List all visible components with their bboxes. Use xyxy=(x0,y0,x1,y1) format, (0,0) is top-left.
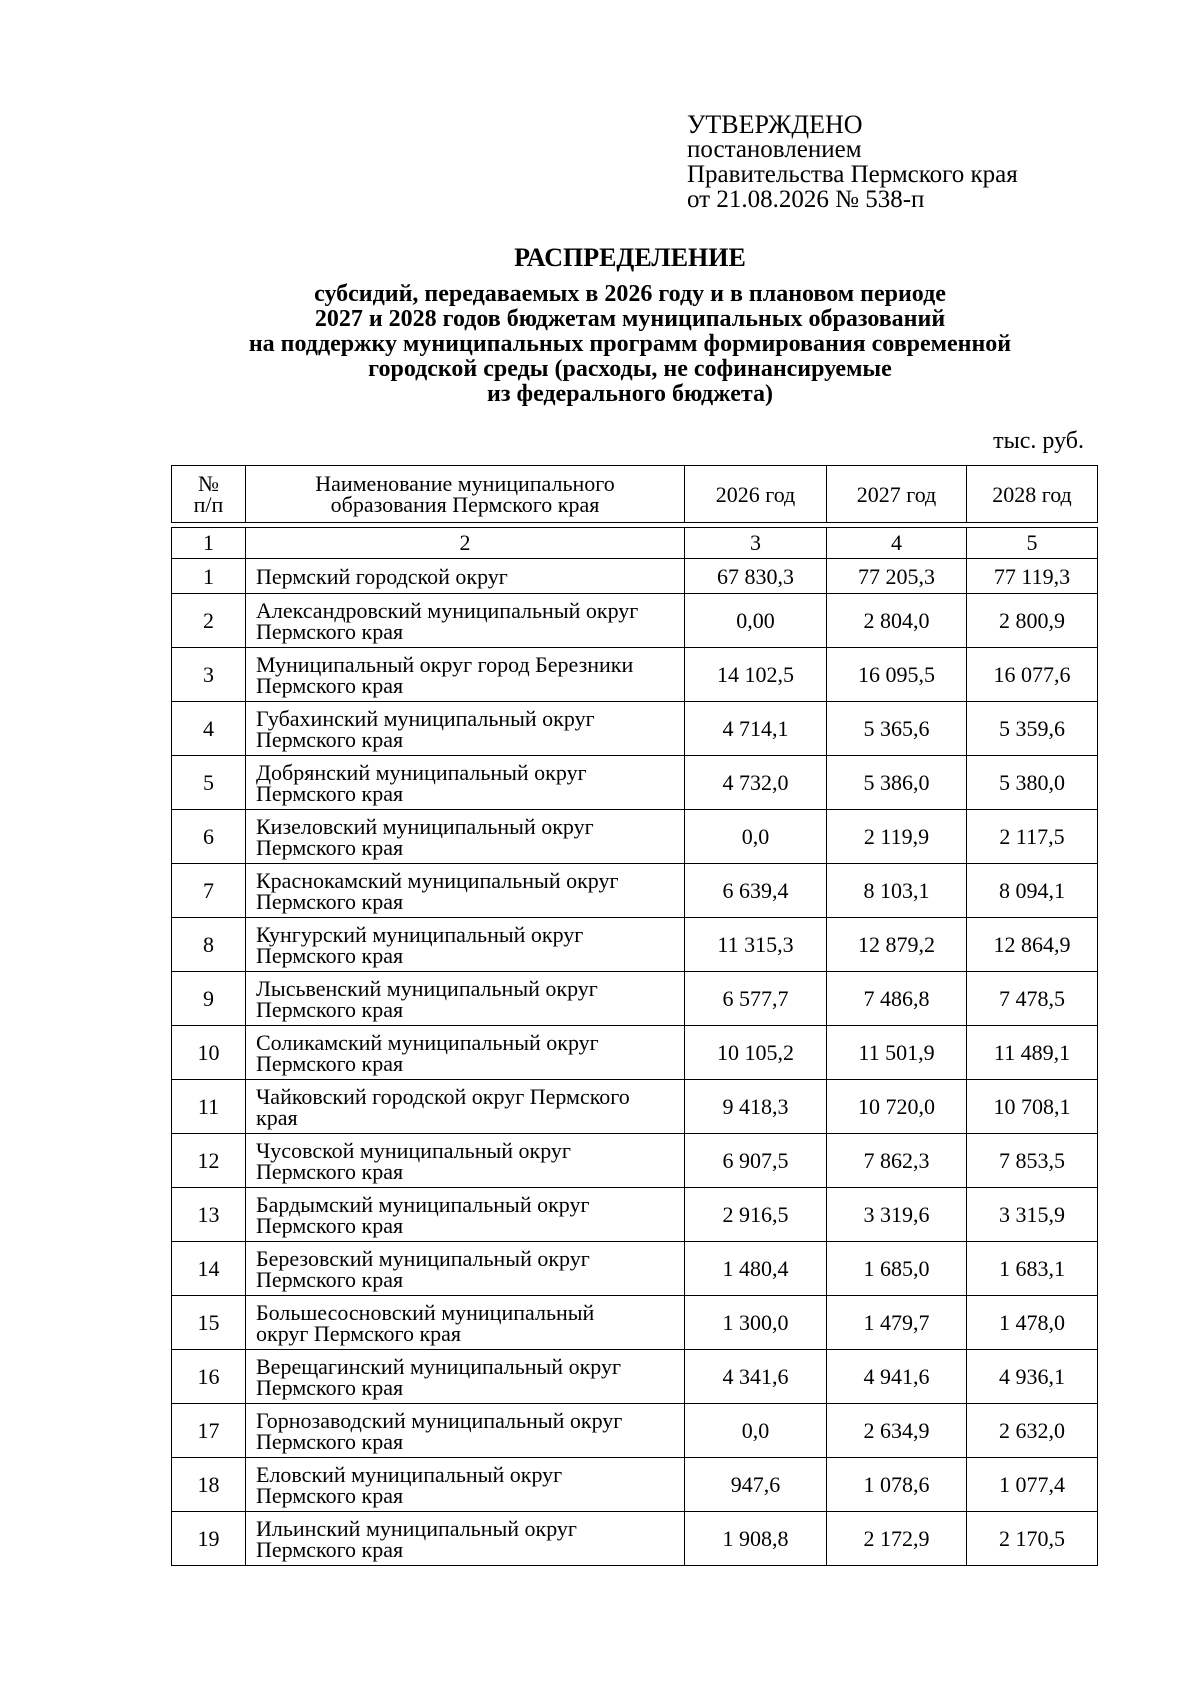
municipality-name xyxy=(246,1026,685,1080)
value-2026: 11 315,3 xyxy=(685,918,827,972)
value-2027: 1 479,7 xyxy=(827,1296,967,1350)
value-2027: 3 319,6 xyxy=(827,1188,967,1242)
value-2027: 5 386,0 xyxy=(827,756,967,810)
subtitle-line: из федерального бюджета) xyxy=(487,381,773,407)
table-row xyxy=(172,1242,1098,1296)
table-row xyxy=(172,702,1098,756)
municipality-name xyxy=(246,972,685,1026)
table-row xyxy=(172,559,1098,594)
value-2028: 5 359,6 xyxy=(967,702,1098,756)
municipality-name-line: Кунгурский муниципальный округ xyxy=(256,921,584,947)
approval-date-number: от 21.08.2026 № 538-п xyxy=(687,186,925,213)
value-2026: 1 300,0 xyxy=(685,1296,827,1350)
table-row xyxy=(172,810,1098,864)
municipality-name-line: Пермского края xyxy=(256,1536,404,1562)
municipality-name xyxy=(246,918,685,972)
value-2026: 1 908,8 xyxy=(685,1512,827,1566)
municipality-name-line: Пермского края xyxy=(256,888,404,914)
value-2027: 11 501,9 xyxy=(827,1026,967,1080)
document-title: РАСПРЕДЕЛЕНИЕ xyxy=(514,243,746,272)
value-2026: 1 480,4 xyxy=(685,1242,827,1296)
row-number: 8 xyxy=(172,918,246,972)
value-2028: 12 864,9 xyxy=(967,918,1098,972)
value-2028: 3 315,9 xyxy=(967,1188,1098,1242)
value-2028: 1 478,0 xyxy=(967,1296,1098,1350)
row-number: 18 xyxy=(172,1458,246,1512)
approval-stamp xyxy=(687,112,1018,212)
row-number: 6 xyxy=(172,810,246,864)
value-2026: 67 830,3 xyxy=(685,559,827,594)
row-number: 4 xyxy=(172,702,246,756)
row-number: 2 xyxy=(172,594,246,648)
value-2028: 8 094,1 xyxy=(967,864,1098,918)
row-number: 9 xyxy=(172,972,246,1026)
municipality-name-line: Лысьвенский муниципальный округ xyxy=(256,975,598,1001)
value-2028: 7 478,5 xyxy=(967,972,1098,1026)
value-2026: 4 732,0 xyxy=(685,756,827,810)
value-2026: 4 714,1 xyxy=(685,702,827,756)
municipality-name-line: Пермского края xyxy=(256,618,404,644)
row-number: 16 xyxy=(172,1350,246,1404)
value-2026: 0,00 xyxy=(685,594,827,648)
municipality-name xyxy=(246,864,685,918)
municipality-name xyxy=(246,810,685,864)
value-2027: 12 879,2 xyxy=(827,918,967,972)
municipality-name xyxy=(246,1458,685,1512)
row-number: 14 xyxy=(172,1242,246,1296)
municipality-name xyxy=(246,1242,685,1296)
municipality-name-line: Пермского края xyxy=(256,672,404,698)
value-2028: 1 077,4 xyxy=(967,1458,1098,1512)
value-2028: 4 936,1 xyxy=(967,1350,1098,1404)
municipality-name-line: Кизеловский муниципальный округ xyxy=(256,813,594,839)
municipality-name xyxy=(246,1188,685,1242)
municipality-name-line: округ Пермского края xyxy=(256,1320,462,1346)
value-2027: 8 103,1 xyxy=(827,864,967,918)
municipality-name-line: Пермского края xyxy=(256,1482,404,1508)
value-2026: 2 916,5 xyxy=(685,1188,827,1242)
row-number: 7 xyxy=(172,864,246,918)
municipality-name-line: Пермского края xyxy=(256,1266,404,1292)
municipality-name-line: Пермского края xyxy=(256,780,404,806)
value-2027: 77 205,3 xyxy=(827,559,967,594)
approval-line: постановлением xyxy=(687,136,862,163)
column-number: 1 xyxy=(172,528,246,559)
value-2028: 2 632,0 xyxy=(967,1404,1098,1458)
value-2026: 10 105,2 xyxy=(685,1026,827,1080)
table-row xyxy=(172,756,1098,810)
municipality-name-line: Пермского края xyxy=(256,1374,404,1400)
municipality-name-line: Пермского края xyxy=(256,834,404,860)
row-number: 3 xyxy=(172,648,246,702)
municipality-name xyxy=(246,1404,685,1458)
value-2026: 947,6 xyxy=(685,1458,827,1512)
header-name: Наименование муниципального образования Пермского края xyxy=(246,466,685,523)
value-2028: 2 170,5 xyxy=(967,1512,1098,1566)
row-number: 5 xyxy=(172,756,246,810)
approval-line: Правительства Пермского края xyxy=(687,161,1018,188)
value-2027: 2 634,9 xyxy=(827,1404,967,1458)
value-2027: 7 862,3 xyxy=(827,1134,967,1188)
subtitle-line: 2027 и 2028 годов бюджетам муниципальных образований xyxy=(314,306,946,332)
municipality-name-line: Муниципальный округ город Березники xyxy=(256,651,634,677)
municipality-name xyxy=(246,1080,685,1134)
table-row xyxy=(172,1026,1098,1080)
units-label: тыс. руб. xyxy=(993,428,1084,454)
value-2027: 2 119,9 xyxy=(827,810,967,864)
table-row xyxy=(172,918,1098,972)
municipality-name-line: Бардымский муниципальный округ xyxy=(256,1191,590,1217)
municipality-name xyxy=(246,1512,685,1566)
municipality-name-line: Александровский муниципальный округ xyxy=(256,597,639,623)
column-numbers-row xyxy=(172,528,1098,559)
municipality-name-line: Пермского края xyxy=(256,1212,404,1238)
value-2028: 2 800,9 xyxy=(967,594,1098,648)
value-2027: 1 685,0 xyxy=(827,1242,967,1296)
value-2028: 7 853,5 xyxy=(967,1134,1098,1188)
column-number: 5 xyxy=(967,528,1098,559)
municipality-name xyxy=(246,594,685,648)
row-number: 19 xyxy=(172,1512,246,1566)
municipality-name-line: Пермский городской округ xyxy=(256,563,508,589)
table-row xyxy=(172,1458,1098,1512)
value-2027: 7 486,8 xyxy=(827,972,967,1026)
value-2028: 5 380,0 xyxy=(967,756,1098,810)
table-row xyxy=(172,1404,1098,1458)
municipality-name xyxy=(246,756,685,810)
table-row xyxy=(172,972,1098,1026)
table-body xyxy=(172,523,1098,1566)
value-2027: 2 804,0 xyxy=(827,594,967,648)
value-2026: 4 341,6 xyxy=(685,1350,827,1404)
value-2026: 0,0 xyxy=(685,1404,827,1458)
value-2026: 9 418,3 xyxy=(685,1080,827,1134)
value-2027: 5 365,6 xyxy=(827,702,967,756)
table-row xyxy=(172,1350,1098,1404)
value-2027: 10 720,0 xyxy=(827,1080,967,1134)
value-2028: 77 119,3 xyxy=(967,559,1098,594)
value-2026: 6 577,7 xyxy=(685,972,827,1026)
table-row xyxy=(172,594,1098,648)
municipality-name-line: Пермского края xyxy=(256,1428,404,1454)
subtitle-line: субсидий, передаваемых в 2026 году и в плановом периоде xyxy=(314,281,946,307)
value-2028: 16 077,6 xyxy=(967,648,1098,702)
value-2027: 2 172,9 xyxy=(827,1512,967,1566)
municipality-name-line: Еловский муниципальный округ xyxy=(256,1461,563,1487)
municipality-name xyxy=(246,1350,685,1404)
row-number: 12 xyxy=(172,1134,246,1188)
row-number: 15 xyxy=(172,1296,246,1350)
value-2028: 2 117,5 xyxy=(967,810,1098,864)
value-2027: 16 095,5 xyxy=(827,648,967,702)
municipality-name-line: Большесосновский муниципальный xyxy=(256,1299,595,1325)
municipality-name-line: Пермского края xyxy=(256,1158,404,1184)
municipality-name-line: края xyxy=(256,1104,298,1130)
municipality-name-line: Горнозаводский муниципальный округ xyxy=(256,1407,623,1433)
table-row xyxy=(172,648,1098,702)
municipality-name-line: Чайковский городской округ Пермского xyxy=(256,1083,630,1109)
value-2027: 4 941,6 xyxy=(827,1350,967,1404)
value-2027: 1 078,6 xyxy=(827,1458,967,1512)
value-2026: 6 907,5 xyxy=(685,1134,827,1188)
municipality-name-line: Губахинский муниципальный округ xyxy=(256,705,595,731)
municipality-name xyxy=(246,702,685,756)
table-row xyxy=(172,1188,1098,1242)
header-2028: 2028 год xyxy=(967,466,1098,523)
subtitle-line: городской среды (расходы, не софинансируемые xyxy=(368,356,892,382)
approval-heading: УТВЕРЖДЕНО xyxy=(687,110,863,139)
row-number: 10 xyxy=(172,1026,246,1080)
value-2026: 6 639,4 xyxy=(685,864,827,918)
document-subtitle xyxy=(160,282,1100,407)
value-2028: 11 489,1 xyxy=(967,1026,1098,1080)
municipality-name xyxy=(246,1134,685,1188)
municipality-name-line: Чусовской муниципальный округ xyxy=(256,1137,571,1163)
distribution-table xyxy=(171,465,1098,1566)
value-2026: 14 102,5 xyxy=(685,648,827,702)
table-row xyxy=(172,1296,1098,1350)
municipality-name-line: Верещагинский муниципальный округ xyxy=(256,1353,621,1379)
row-number: 1 xyxy=(172,559,246,594)
subtitle-line: на поддержку муниципальных программ формирования современной xyxy=(248,331,1012,357)
municipality-name-line: Ильинский муниципальный округ xyxy=(256,1515,577,1541)
column-number: 4 xyxy=(827,528,967,559)
value-2028: 10 708,1 xyxy=(967,1080,1098,1134)
municipality-name xyxy=(246,559,685,594)
municipality-name-line: Пермского края xyxy=(256,942,404,968)
table-row xyxy=(172,1080,1098,1134)
municipality-name-line: Краснокамский муниципальный округ xyxy=(256,867,619,893)
row-number: 17 xyxy=(172,1404,246,1458)
header-row xyxy=(172,466,1098,523)
table-row xyxy=(172,1512,1098,1566)
table-row xyxy=(172,1134,1098,1188)
value-2026: 0,0 xyxy=(685,810,827,864)
header-number: № п/п xyxy=(172,466,246,523)
row-number: 13 xyxy=(172,1188,246,1242)
municipality-name-line: Пермского края xyxy=(256,996,404,1022)
municipality-name-line: Пермского края xyxy=(256,1050,404,1076)
header-2026: 2026 год xyxy=(685,466,827,523)
municipality-name xyxy=(246,1296,685,1350)
municipality-name-line: Добрянский муниципальный округ xyxy=(256,759,587,785)
column-number: 3 xyxy=(685,528,827,559)
table-row xyxy=(172,864,1098,918)
row-number: 11 xyxy=(172,1080,246,1134)
municipality-name-line: Березовский муниципальный округ xyxy=(256,1245,590,1271)
municipality-name xyxy=(246,648,685,702)
header-2027: 2027 год xyxy=(827,466,967,523)
municipality-name-line: Пермского края xyxy=(256,726,404,752)
column-number: 2 xyxy=(246,528,685,559)
municipality-name-line: Соликамский муниципальный округ xyxy=(256,1029,599,1055)
value-2028: 1 683,1 xyxy=(967,1242,1098,1296)
